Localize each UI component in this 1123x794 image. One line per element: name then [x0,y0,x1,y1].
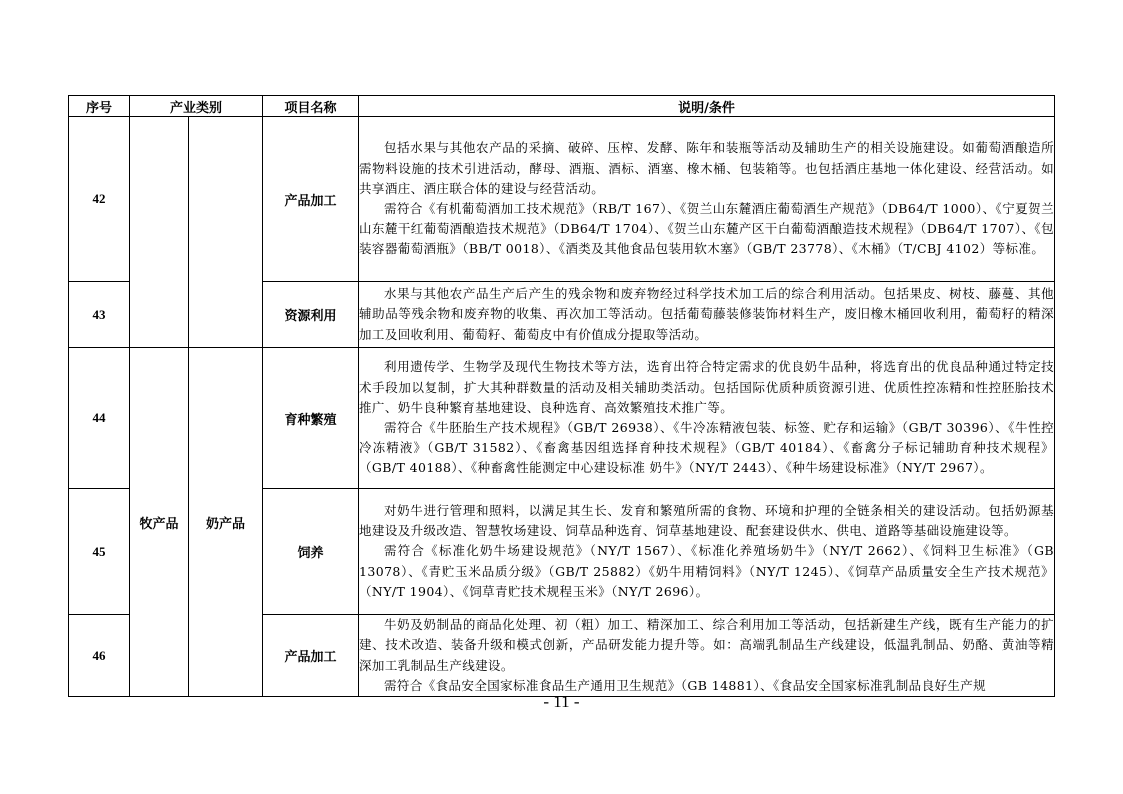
row-index: 44 [69,348,130,489]
project-name: 资源利用 [263,282,359,348]
project-name: 饲养 [263,489,359,615]
row-index: 46 [69,615,130,697]
row-index: 42 [69,117,130,282]
description-paragraph: 牛奶及奶制品的商品化处理、初（粗）加工、精深加工、综合利用加工等活动，包括新建生产线，既有生产能力的扩建、技术改造、装备升级和模式创新，产品研发能力提升等。如：高端乳制品生产线建设，低温乳制品、奶酪、黄油等精深加工乳制品生产线建设。 [359,617,1055,673]
description-paragraph: 包括水果与其他农产品的采摘、破碎、压榨、发酵、陈年和装瓶等活动及辅助生产的相关设施建设。如葡萄酒酿造所需物料设施的技术引进活动，酵母、酒瓶、酒标、酒塞、橡木桶、包装箱等。也包括酒庄基地一体化建设、经营活动。如共享酒庄、酒庄联合体的建设与经营活动。 [359,140,1055,196]
project-name: 产品加工 [263,117,359,282]
description-paragraph: 利用遗传学、生物学及现代生物技术等方法，选育出符合特定需求的优良奶牛品种，将选育出的优良品种通过特定技术手段加以复制，扩大其种群数量的活动及相关辅助类活动。包括国际优质种质资源引进、优质性控冻精和性控胚胎技术推广、奶牛良种繁育基地建设、良种选育、高效繁殖技术推广等。 [359,359,1055,415]
project-name: 育种繁殖 [263,348,359,489]
description-cell [359,117,1055,282]
table-row [69,117,1055,282]
description-paragraph: 水果与其他农产品生产后产生的残余物和废弃物经过科学技术加工后的综合利用活动。包括果皮、树枝、藤蔓、其他辅助品等残余物和废弃物的收集、再次加工等活动。包括葡萄藤装修装饰材料生产，废旧橡木桶回收利用，葡萄籽的精深加工及回收利用、葡萄籽、葡萄皮中有价值成分提取等活动。 [359,286,1055,342]
header-industry: 产业类别 [130,96,263,117]
description-paragraph: 需符合《牛胚胎生产技术规程》（GB/T 26938）、《牛冷冻精液包装、标签、贮存和运输》（GB/T 30396）、《牛性控冷冻精液》（GB/T 31582）、《畜禽基因组选择育种技术规程》（GB/T 40184）、《畜禽分子标记辅助育种技术规程》（GB/T 40188）、《种畜禽性能测定中心建设标准 奶牛》（NY/T 2443）、《种牛场建设标准》（NY/T 2967）。 [359,420,1055,476]
description-paragraph: 需符合《食品安全国家标准食品生产通用卫生规范》（GB 14881）、《食品安全国家标准乳制品良好生产规 [384,677,987,693]
description-cell [359,348,1055,489]
table-header-row [69,96,1055,117]
description-paragraph: 对奶牛进行管理和照料，以满足其生长、发育和繁殖所需的食物、环境和护理的全链条相关的建设活动。包括奶源基地建设及升级改造、智慧牧场建设、饲草品种选育、饲草基地建设、配套建设供水、供电、道路等基础设施建设等。 [359,502,1055,539]
description-paragraph: 需符合《有机葡萄酒加工技术规范》（RB/T 167）、《贺兰山东麓酒庄葡萄酒生产规范》（DB64/T 1000）、《宁夏贺兰山东麓干红葡萄酒酿造技术规范》（DB64/T 1704）、《贺兰山东麓产区干白葡萄酒酿造技术规程》（DB64/T 1707）、《包装容器葡萄酒瓶》（BB/T 0018）、《酒类及其他食品包装用软木塞》（GB/T 23778）、《木桶》（T/CBJ 4102）等标准。 [359,201,1055,257]
row-index: 45 [69,489,130,615]
description-paragraph: 需符合《标准化奶牛场建设规范》（NY/T 1567）、《标准化养殖场奶牛》（NY/T 2662）、《饲料卫生标准》（GB 13078）、《青贮玉米品质分级》（GB/T 25882）《奶牛用精饲料》（NY/T 1245）、《饲草产品质量安全生产技术规范》（NY/T 1904）、《饲草青贮技术规程玉米》（NY/T 2696）。 [359,543,1055,599]
header-index: 序号 [69,96,130,117]
category-cell: 牧产品 [130,348,189,697]
subcategory-cell: 奶产品 [189,348,263,697]
subcategory-cell-prev [189,117,263,348]
project-name: 产品加工 [263,615,359,697]
header-project: 项目名称 [263,96,359,117]
description-cell [359,615,1055,697]
standards-table [68,95,1055,697]
category-cell-prev [130,117,189,348]
page-number: - 11 - [543,692,580,711]
description-cell [359,489,1055,615]
header-desc: 说明/条件 [359,96,1055,117]
table-row [69,348,1055,489]
row-index: 43 [69,282,130,348]
description-cell [359,282,1055,348]
